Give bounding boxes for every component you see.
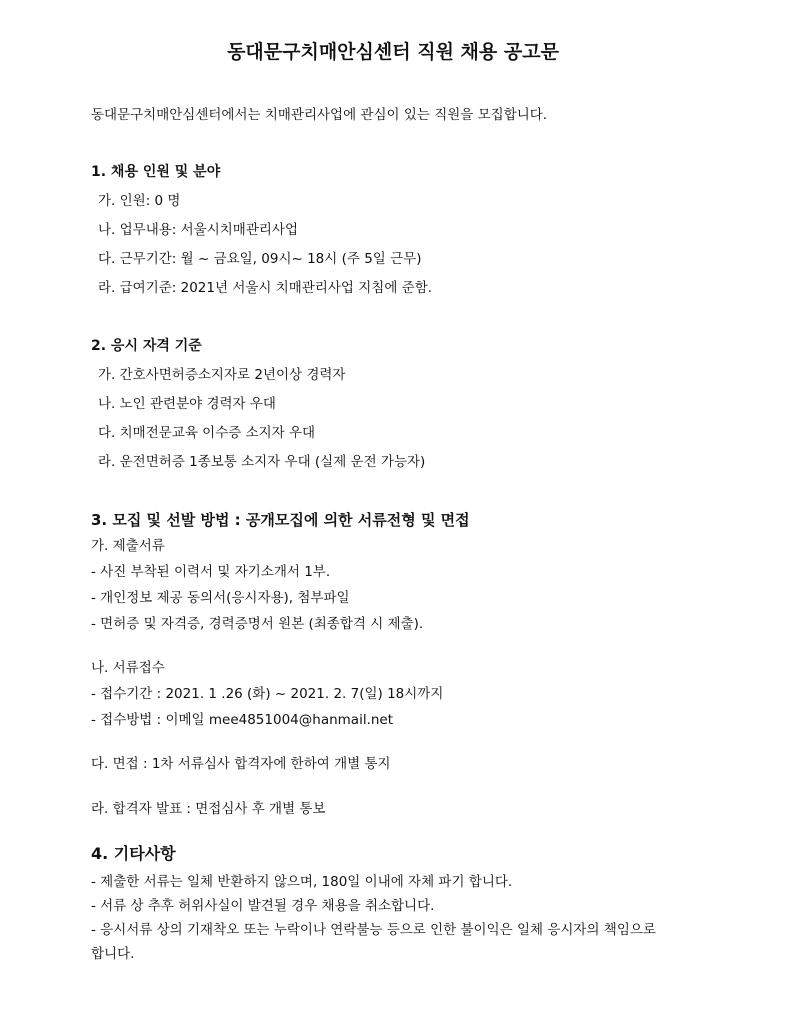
receipt-period: - 접수기간 : 2021. 1 .26 (화) ~ 2021. 2. 7(일) 18시까지 [91, 686, 444, 702]
section3-heading: 3. 모집 및 선발 방법 : 공개모집에 의한 서류전형 및 면접 [91, 511, 470, 529]
documents-subheading: 가. 제출서류 [91, 538, 165, 554]
documents-item: - 개인정보 제공 동의서(응시자용), 첨부파일 [91, 590, 350, 606]
section4-item: - 응시서류 상의 기재착오 또는 누락이나 연락불능 등으로 인한 불이익은 일체 응시자의 책임으로 [91, 922, 656, 938]
section1-item: 가. 인원: 0 명 [98, 193, 181, 209]
section2-item: 라. 운전면허증 1종보통 소지자 우대 (실제 운전 가능자) [98, 454, 426, 470]
section2-item: 다. 치매전문교육 이수증 소지자 우대 [98, 425, 316, 441]
section4-item: 합니다. [91, 946, 135, 962]
section1-heading: 1. 채용 인원 및 분야 [91, 164, 221, 180]
section4-item: - 서류 상 추후 허위사실이 발견될 경우 채용을 취소합니다. [91, 898, 435, 914]
document-title: 동대문구치매안심센터 직원 채용 공고문 [227, 41, 559, 63]
section1-item: 다. 근무기간: 월 ~ 금요일, 09시~ 18시 (주 5일 근무) [98, 251, 422, 267]
documents-item: - 사진 부착된 이력서 및 자기소개서 1부. [91, 564, 331, 580]
section1-item: 라. 급여기준: 2021년 서울시 치매관리사업 지침에 준함. [98, 280, 433, 296]
receipt-method: - 접수방법 : 이메일 mee4851004@hanmail.net [91, 712, 394, 728]
announcement-text: 라. 합격자 발표 : 면접심사 후 개별 통보 [91, 801, 326, 817]
intro-text: 동대문구치매안심센터에서는 치매관리사업에 관심이 있는 직원을 모집합니다. [91, 107, 548, 123]
section2-item: 나. 노인 관련분야 경력자 우대 [98, 396, 276, 412]
section4-heading: 4. 기타사항 [91, 844, 176, 863]
documents-item: - 면허증 및 자격증, 경력증명서 원본 (최종합격 시 제출). [91, 616, 424, 632]
section1-item: 나. 업무내용: 서울시치매관리사업 [98, 222, 298, 238]
section4-item: - 제출한 서류는 일체 반환하지 않으며, 180일 이내에 자체 파기 합니다. [91, 874, 513, 890]
section2-item: 가. 간호사면허증소지자로 2년이상 경력자 [98, 367, 346, 383]
receipt-subheading: 나. 서류접수 [91, 660, 165, 676]
section2-heading: 2. 응시 자격 기준 [91, 338, 202, 354]
interview-text: 다. 면접 : 1차 서류심사 합격자에 한하여 개별 통지 [91, 756, 391, 772]
